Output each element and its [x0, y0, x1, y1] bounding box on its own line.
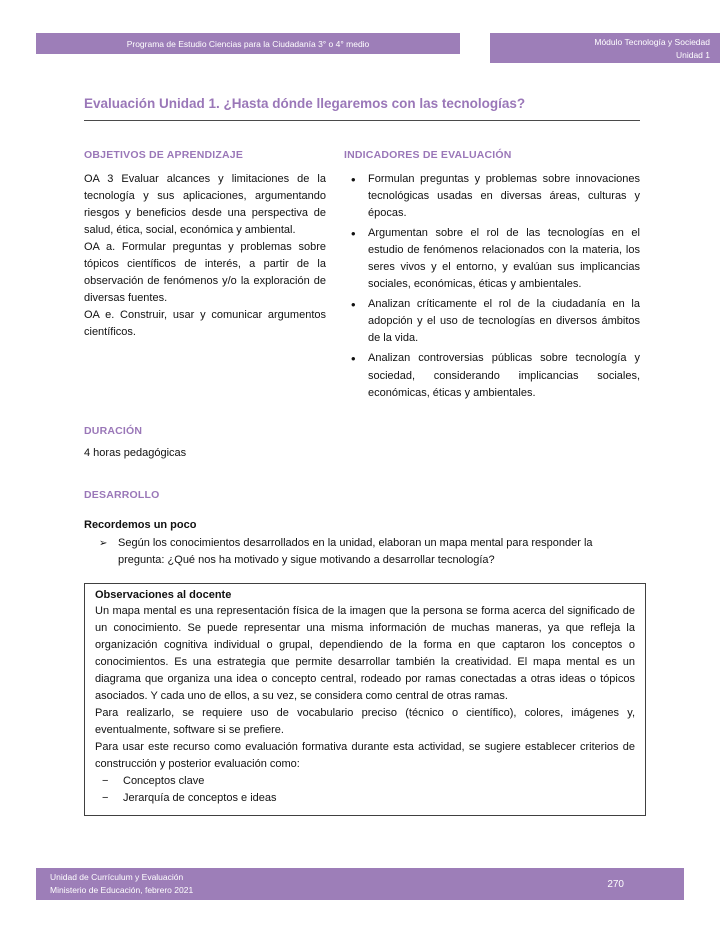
duration-section — [84, 425, 640, 459]
indicator-item: • Formulan preguntas y problemas sobre innovaciones tecnológicas usadas en diversas áreas, culturas y épocas. — [344, 171, 640, 222]
objective-paragraph: OA 3 Evaluar alcances y limitaciones de la tecnología y sus aplicaciones, argumentando riesgos y beneficios desde una perspectiva de salud, ética, social, económica y ambiental. — [84, 173, 326, 237]
title-divider — [84, 120, 640, 121]
page-title: Evaluación Unidad 1. ¿Hasta dónde llegaremos con las tecnologías? — [84, 96, 526, 111]
content-area — [84, 96, 640, 816]
criteria-item: − Jerarquía de conceptos e ideas — [95, 790, 635, 807]
objectives-section — [84, 149, 326, 405]
footer-bar — [36, 868, 684, 900]
indicators-section — [344, 149, 640, 405]
objective-paragraph: OA e. Construir, usar y comunicar argumentos científicos. — [84, 309, 326, 339]
program-banner-text: Programa de Estudio Ciencias para la Ciudadanía 3° o 4° medio — [126, 38, 370, 49]
development-heading: DESARROLLO — [84, 488, 160, 501]
development-subheading: Recordemos un poco — [84, 518, 197, 531]
duration-heading: DURACIÓN — [84, 424, 143, 437]
development-bullet: ➢ Según los conocimientos desarrollados en la unidad, elaboran un mapa mental para responder la pregunta: ¿Qué nos ha motivado y sigue motivando a desarrollar tecnología? — [84, 535, 640, 570]
page-number: 270 — [607, 878, 624, 890]
indicators-heading: INDICADORES DE EVALUACIÓN — [344, 149, 512, 161]
two-column-layout — [84, 149, 640, 405]
indicator-item: • Argumentan sobre el rol de las tecnologías en el estudio de fenómenos relacionados con la materia, los seres vivos y el entorno, y evalúan sus implicancias sociales, económicas, éticas y ambientales. — [344, 225, 640, 293]
module-banner-line2: Unidad 1 — [675, 49, 710, 60]
footer-line2: Ministerio de Educación, febrero 2021 — [50, 885, 194, 895]
teacher-notes-heading: Observaciones al docente — [95, 588, 232, 601]
criteria-item: − Conceptos clave — [95, 773, 635, 790]
teacher-notes-paragraph: Para realizarlo, se requiere uso de vocabulario preciso (técnico o científico), colores, imágenes y, eventualmente, software si se prefiere. — [95, 707, 635, 737]
indicator-item: • Analizan críticamente el rol de la ciudadanía en la adopción y el uso de tecnologías en diversos ámbitos de la vida. — [344, 296, 640, 347]
development-section — [84, 489, 640, 570]
indicators-list — [344, 171, 640, 402]
footer-credits — [50, 871, 193, 897]
teacher-notes-paragraph: Para usar este recurso como evaluación formativa durante esta actividad, se sugiere establecer criterios de construcción y posterior evaluación como: — [95, 741, 635, 771]
teacher-notes-paragraph: Un mapa mental es una representación física de la imagen que la persona se forma acerca del significado de un conocimiento. Se puede representar una misma información de muchas maneras, ya que refleja la organización cognitiva individual o grupal, dependiendo de la forma en que captaron los conceptos o conocimientos. Es una estrategia que permite desarrollar también la creatividad. El mapa mental es un diagrama que organiza una idea o concepto central, rodeado por ramas conectadas a otras ideas o tópicos asociados. Y cada uno de ellos, a su vez, se considera como central de otras ramas. — [95, 604, 635, 703]
objective-paragraph: OA a. Formular preguntas y problemas sobre tópicos científicos de interés, a partir de la observación de fenómenos y/o la exploración de diversas fuentes. — [84, 241, 326, 305]
criteria-list — [95, 773, 635, 807]
program-banner — [36, 33, 460, 54]
module-banner — [490, 33, 720, 63]
duration-value: 4 horas pedagógicas — [84, 446, 187, 459]
teacher-notes-box — [84, 583, 646, 817]
footer-line1: Unidad de Currículum y Evaluación — [50, 872, 184, 883]
module-banner-line1: Módulo Tecnología y Sociedad — [594, 37, 710, 47]
objectives-heading: OBJETIVOS DE APRENDIZAJE — [84, 149, 244, 161]
indicator-item: • Analizan controversias públicas sobre tecnología y sociedad, considerando implicancias sociales, económicas, éticas y ambientales. — [344, 350, 640, 401]
